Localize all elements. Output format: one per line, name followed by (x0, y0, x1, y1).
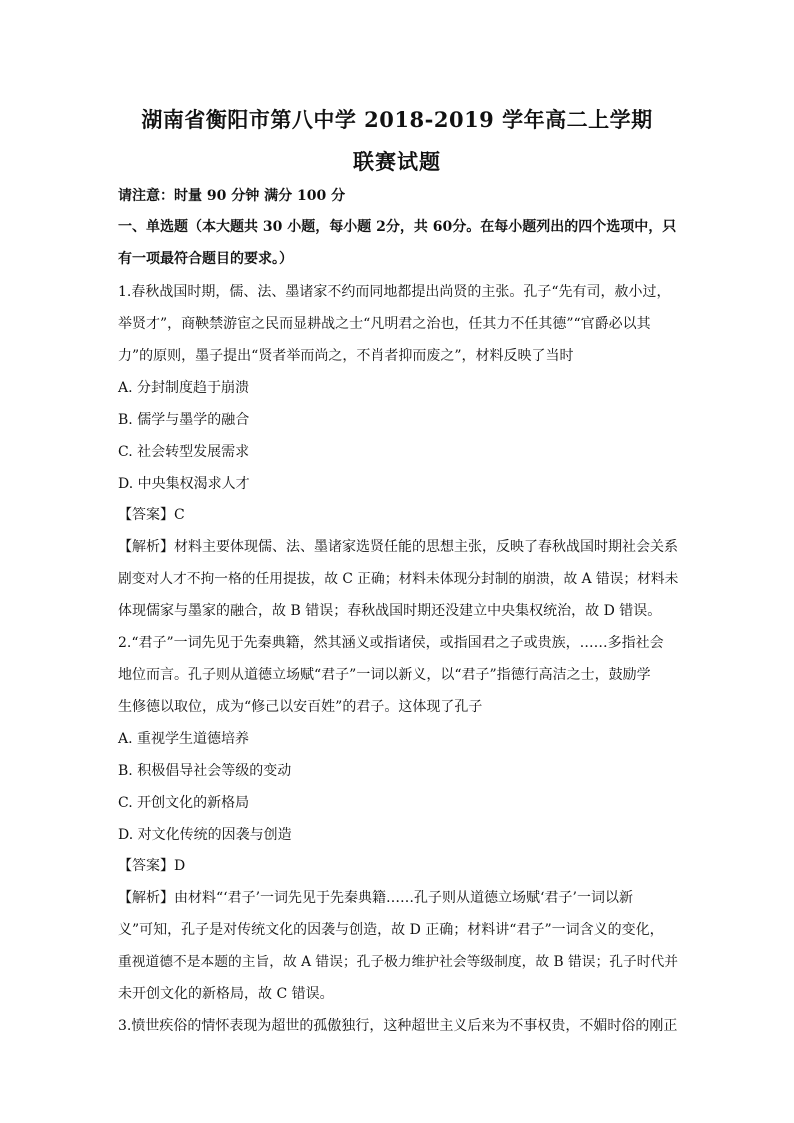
exam-notice: 请注意：时量 90 分钟 满分 100 分 (118, 188, 346, 204)
q1-option-d: D. 中央集权渴求人才 (118, 476, 250, 492)
document-subtitle: 联赛试题 (353, 149, 441, 174)
q2-option-a: A. 重视学生道德培养 (118, 731, 250, 747)
q1-option-a: A. 分封制度趋于崩溃 (118, 380, 250, 396)
q2-stem-line-1: 2.“君子”一词先见于先秦典籍，然其涵义或指诸侯，或指国君之子或贵族，……多指社会 (118, 635, 664, 651)
q1-analysis-line-1: 【解析】材料主要体现儒、法、墨诸家选贤任能的思想主张，反映了春秋战国时期社会关系 (118, 539, 678, 555)
document-title: 湖南省衡阳市第八中学 2018-2019 学年高二上学期 (141, 107, 653, 132)
q2-analysis-line-4: 未开创文化的新格局，故 C 错误。 (118, 986, 334, 1002)
q2-option-d: D. 对文化传统的因袭与创造 (118, 827, 292, 843)
q2-analysis-line-3: 重视道德不是本题的主旨，故 A 错误；孔子极力维护社会等级制度，故 B 错误；孔子时代并 (118, 954, 679, 970)
section-heading-line-2: 有一项最符合题目的要求。） (118, 251, 293, 267)
q1-stem-line-1: 1.春秋战国时期，儒、法、墨诸家不约而同地都提出尚贤的主张。孔子“先有司，赦小过， (118, 284, 671, 300)
q1-option-b: B. 儒学与墨学的融合 (118, 412, 250, 428)
q2-answer: 【答案】D (118, 858, 186, 874)
section-heading-line-1: 一、单选题（本大题共 30 小题，每小题 2分，共 60分。在每小题列出的四个选项中，只 (118, 219, 677, 235)
q2-stem-line-3: 生修德以取位，成为“修己以安百姓”的君子。这体现了孔子 (118, 699, 483, 715)
q1-stem-line-3: 力”的原则，墨子提出“贤者举而尚之，不肖者抑而废之”，材料反映了当时 (118, 348, 574, 364)
q1-option-c: C. 社会转型发展需求 (118, 444, 250, 460)
q2-analysis-line-1: 【解析】由材料“‘君子’一词先见于先秦典籍……孔子则从道德立场赋‘君子’一词以新 (118, 890, 633, 906)
q2-option-c: C. 开创文化的新格局 (118, 795, 250, 811)
q3-stem-line-1: 3.愤世疾俗的情怀表现为超世的孤傲独行，这种超世主义后来为不事权贵，不媚时俗的刚正 (118, 1018, 678, 1034)
q1-answer: 【答案】C (118, 507, 185, 523)
q1-analysis-line-3: 体现儒家与墨家的融合，故 B 错误；春秋战国时期还没建立中央集权统治，故 D 错误。 (118, 603, 662, 619)
q2-stem-line-2: 地位而言。孔子则从道德立场赋“君子”一词以新义，以“君子”指德行高洁之士，鼓励学 (118, 667, 651, 683)
q1-stem-line-2: 举贤才”，商鞅禁游宦之民而显耕战之士“凡明君之治也，任其力不任其德”“官爵必以其 (118, 316, 651, 332)
q2-option-b: B. 积极倡导社会等级的变动 (118, 763, 292, 779)
q1-analysis-line-2: 剧变对人才不拘一格的任用提拔，故 C 正确；材料未体现分封制的崩溃，故 A 错误；材料未 (118, 571, 679, 587)
q2-analysis-line-2: 义”可知，孔子是对传统文化的因袭与创造，故 D 正确；材料讲“君子”一词含义的变化， (118, 922, 664, 938)
